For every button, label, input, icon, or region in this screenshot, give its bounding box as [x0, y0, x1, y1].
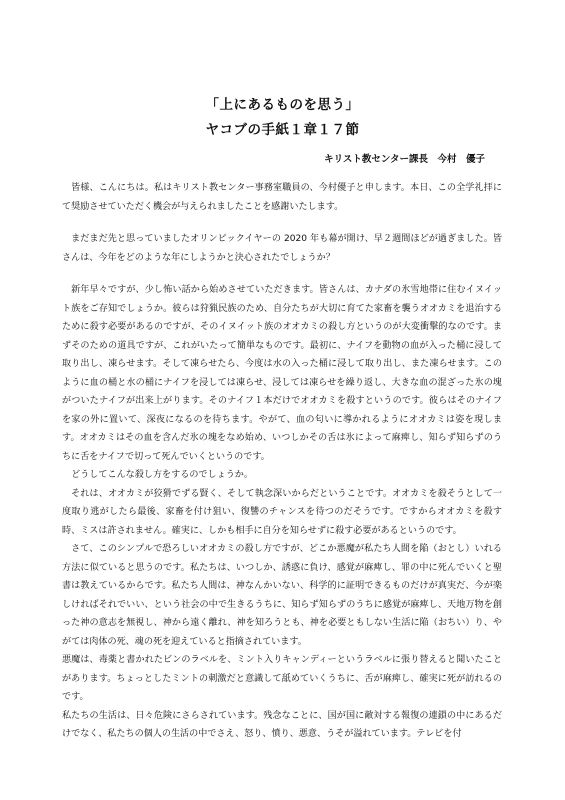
scripture-reference: ヤコブの手紙１章１７節: [205, 122, 360, 138]
paragraph: まだまだ先と思っていましたオリンピックイヤーの 2020 年も幕が開け、早２週間ほどが過ぎました。皆さんは、今年をどのような年にしようかと決心されたでしょうか？: [62, 234, 502, 263]
paragraph-gap: [62, 216, 502, 230]
author-line: キリスト教センター課長 今村 優子: [324, 154, 485, 165]
paragraph: 新年早々ですが、少し怖い話から始めさせていただきます。皆さんは、カナダの氷雪地帯に住むイヌイット族をご存知でしょうか。彼らは狩猟民族のため、自分たちが大切に育てた家畜を襲うオオカミを退治するために殺す必要があるのですが、そのイヌイット族のオオカミの殺し方というのが大変衝撃的なのです。まずそのための道具ですが、これがいたって簡単なものです。最初に、ナイフを動物の血が入った桶に浸して取り出し、凍らせます。そして凍らせたら、今度は水の入った桶に浸して取り出し、また凍らせます。このように血の桶と水の桶にナイフを浸しては凍らせ、浸しては凍らせを繰り返し、大きな血の混ざった氷の塊がついたナイフが出来上がります。そのナイフ１本だけでオオカミを殺すというのです。彼らはそのナイフを家の外に置いて、深夜になるのを待ちます。やがて、血の匂いに導かれるようにオオカミは姿を現します。オオカミはその血を含んだ氷の塊をなめ始め、いつしかその舌は氷によって麻痺し、知らず知らずのうちに舌をナイフで切って死んでいくというのです。: [62, 285, 502, 462]
page-title: 「上にあるものを思う」: [205, 97, 360, 113]
paragraph: それは、オオカミが狡猾でずる賢く、そして執念深いからだということです。オオカミを殺そうとして一度取り逃がしたら最後、家畜を付け狙い、復讐のチャンスを待つのだそうです。ですからオオカミを殺す時、ミスは許されません。確実に、しかも相手に自分を知らせずに殺す必要があるというのです。: [62, 488, 502, 536]
paragraph: 悪魔は、毒薬と書かれたビンのラベルを、ミント入りキャンディーというラベルに張り替えると聞いたことがあります。ちょっとしたミントの刺激だと意識して舐めていくうちに、舌が麻痺し、確実に死が訪れるのです。: [62, 655, 502, 702]
paragraph: 皆様、こんにちは。私はキリスト教センター事務室職員の、今村優子と申します。本日、この全学礼拝にて奨励させていただく機会が与えられましたことを感謝いたします。: [62, 183, 502, 212]
paragraph: さて、このシンプルで恐ろしいオオカミの殺し方ですが、どこか悪魔が私たち人間を陥（おとし）いれる方法に似ていると思うのです。私たちは、いつしか、誘惑に負け、感覚が麻痺し、罪の中に死んでいくと聖書は教えているからです。私たち人間は、神なんかいない、科学的に証明できるものだけが真実だ、今が楽しければそれでいい、という社会の中で生きるうちに、知らず知らずのうちに感覚が麻痺し、天地万物を創った神の意志を無視し、神から遠く離れ、神を知ろうとも、神を必要ともしない生活に陥（おちい）り、やがては肉体の死、魂の死を迎えていると指摘されています。: [62, 544, 502, 647]
paragraph: 私たちの生活は、日々危険にさらされています。残念なことに、国が国に敵対する報復の連鎖の中にあるだけでなく、私たちの個人の生活の中でさえ、怒り、憤り、悪意、うそが溢れています。テレビを付: [62, 710, 502, 739]
body-text: [62, 179, 502, 744]
paragraph: どうしてこんな殺し方をするのでしょうか。: [71, 470, 253, 480]
paragraph-gap: [62, 267, 502, 281]
